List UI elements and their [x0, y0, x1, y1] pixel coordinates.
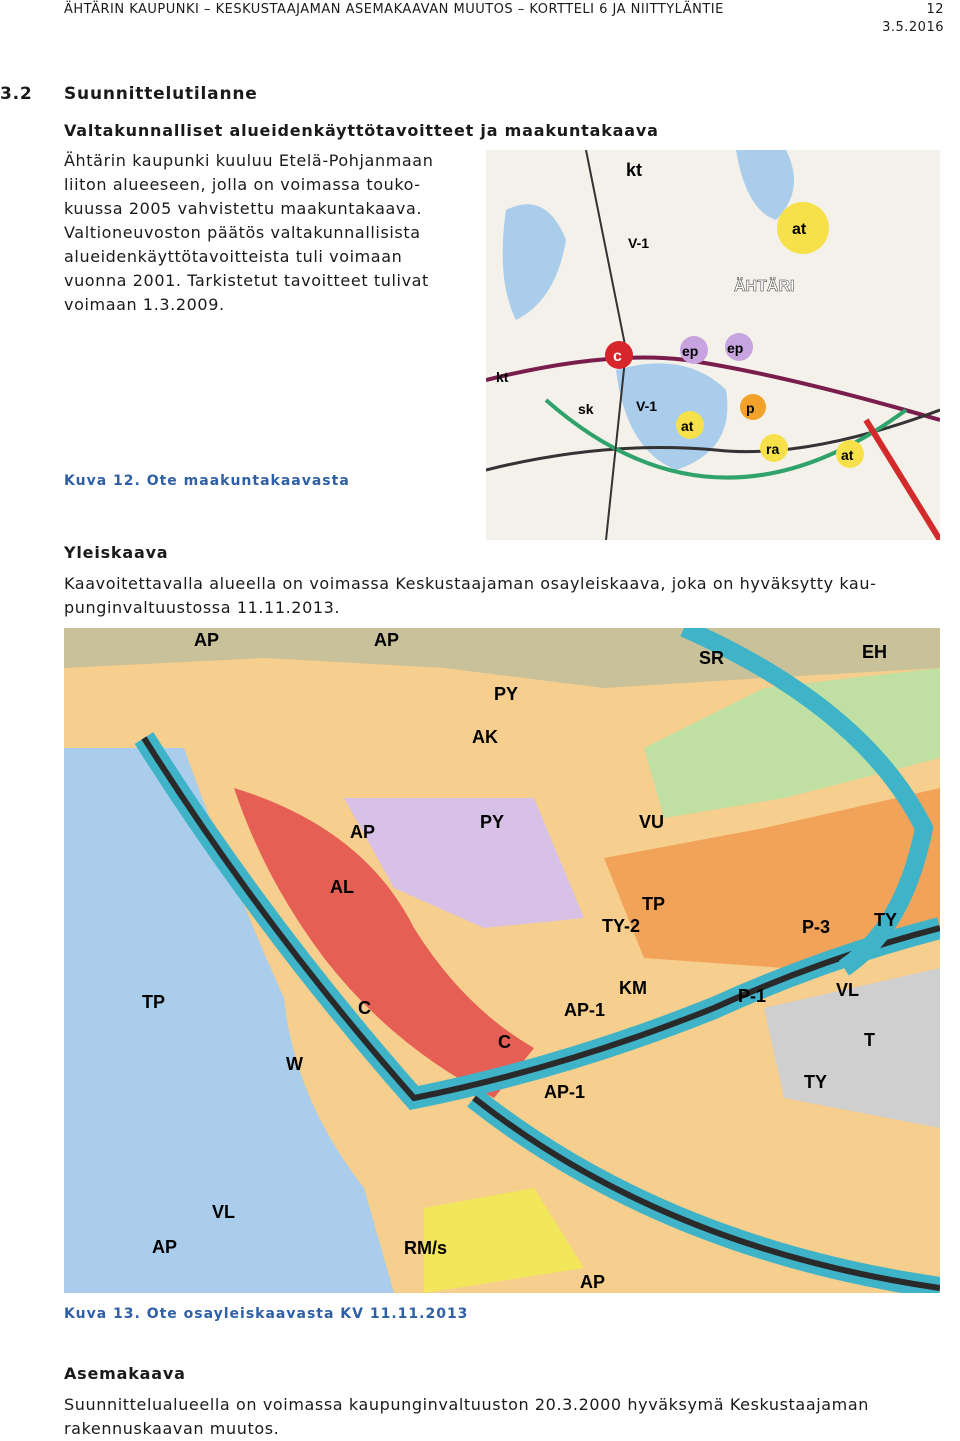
svg-text:V-1: V-1	[628, 235, 650, 251]
svg-text:C: C	[358, 998, 371, 1018]
section-number: 3.2	[0, 84, 33, 104]
master-plan-map	[64, 628, 940, 1293]
svg-text:TP: TP	[142, 992, 166, 1012]
svg-text:TY: TY	[874, 910, 898, 930]
detail-plan-heading: Asemakaava	[64, 1364, 186, 1383]
svg-text:VL: VL	[836, 980, 860, 1000]
svg-text:AP: AP	[152, 1237, 178, 1257]
svg-text:kt: kt	[626, 160, 643, 180]
svg-text:P-3: P-3	[802, 917, 831, 937]
page-number: 12	[926, 2, 944, 17]
svg-text:EH: EH	[862, 642, 888, 662]
svg-text:c: c	[613, 348, 622, 365]
svg-text:at: at	[681, 418, 694, 434]
svg-text:RM/s: RM/s	[404, 1238, 448, 1258]
svg-text:AP: AP	[194, 630, 220, 650]
paragraph-line: alueidenkäyttötavoitteista tuli voimaan	[64, 247, 403, 266]
regional-plan-map-image	[486, 150, 940, 540]
svg-text:ep: ep	[682, 343, 699, 359]
paragraph-line: Kaavoitettavalla alueella on voimassa Keskustaajaman osayleiskaava, joka on hyväksytty kau-	[64, 574, 877, 593]
svg-text:AP: AP	[374, 630, 400, 650]
svg-text:p: p	[746, 400, 755, 416]
master-plan-heading: Yleiskaava	[64, 543, 169, 562]
svg-text:AP: AP	[580, 1272, 606, 1292]
figure-caption-13: Kuva 13. Ote osayleiskaavasta KV 11.11.2013	[64, 1306, 469, 1322]
svg-text:at: at	[841, 447, 854, 463]
svg-text:sk: sk	[578, 401, 594, 417]
svg-text:TP: TP	[642, 894, 666, 914]
svg-text:KM: KM	[619, 978, 647, 998]
section-title: Suunnittelutilanne	[64, 84, 258, 104]
svg-text:PY: PY	[480, 812, 505, 832]
paragraph-line: Suunnittelualueella on voimassa kaupunginvaltuuston 20.3.2000 hyväksymä Keskustaajaman	[64, 1395, 870, 1414]
svg-text:VU: VU	[639, 812, 665, 832]
paragraph-line: Ähtärin kaupunki kuuluu Etelä-Pohjanmaan	[64, 151, 434, 170]
svg-text:ÄHTÄRI: ÄHTÄRI	[734, 278, 795, 295]
svg-text:SR: SR	[699, 648, 725, 668]
svg-text:PY: PY	[494, 684, 519, 704]
svg-text:AL: AL	[330, 877, 354, 897]
paragraph-line: punginvaltuustossa 11.11.2013.	[64, 598, 341, 617]
svg-text:AP-1: AP-1	[544, 1082, 586, 1102]
paragraph-line: voimaan 1.3.2009.	[64, 295, 225, 314]
master-plan-map-image	[64, 628, 940, 1293]
document-date: 3.5.2016	[882, 20, 944, 35]
svg-text:W: W	[286, 1054, 303, 1074]
svg-text:ra: ra	[766, 441, 780, 457]
page-header	[64, 0, 944, 40]
svg-text:P-1: P-1	[738, 986, 767, 1006]
svg-text:VL: VL	[212, 1202, 236, 1222]
regional-plan-map	[486, 150, 940, 540]
document-title: ÄHTÄRIN KAUPUNKI – KESKUSTAAJAMAN ASEMAKAAVAN MUUTOS – KORTTELI 6 JA NIITTYLÄNTIE	[64, 2, 724, 17]
svg-text:at: at	[792, 221, 807, 238]
svg-text:T: T	[864, 1030, 875, 1050]
svg-text:AK: AK	[472, 727, 498, 747]
paragraph-line: vuonna 2001. Tarkistetut tavoitteet tulivat	[64, 271, 429, 290]
svg-text:ep: ep	[727, 340, 744, 356]
paragraph-line: liiton alueeseen, jolla on voimassa touko-	[64, 175, 421, 194]
svg-text:C: C	[498, 1032, 511, 1052]
paragraph-line: Valtioneuvoston päätös valtakunnallisista	[64, 223, 421, 242]
svg-text:TY: TY	[804, 1072, 828, 1092]
svg-text:TY-2: TY-2	[602, 916, 641, 936]
svg-text:V-1: V-1	[636, 398, 658, 414]
paragraph-line: kuussa 2005 vahvistettu maakuntakaava.	[64, 199, 423, 218]
section-heading	[0, 84, 258, 104]
figure-caption-12: Kuva 12. Ote maakuntakaavasta	[64, 473, 350, 489]
svg-text:AP: AP	[350, 822, 376, 842]
svg-text:AP-1: AP-1	[564, 1000, 606, 1020]
paragraph-line: rakennuskaavan muutos.	[64, 1419, 280, 1438]
regional-plan-heading: Valtakunnalliset alueidenkäyttötavoitteet ja maakuntakaava	[64, 121, 659, 140]
svg-text:kt: kt	[496, 369, 509, 385]
